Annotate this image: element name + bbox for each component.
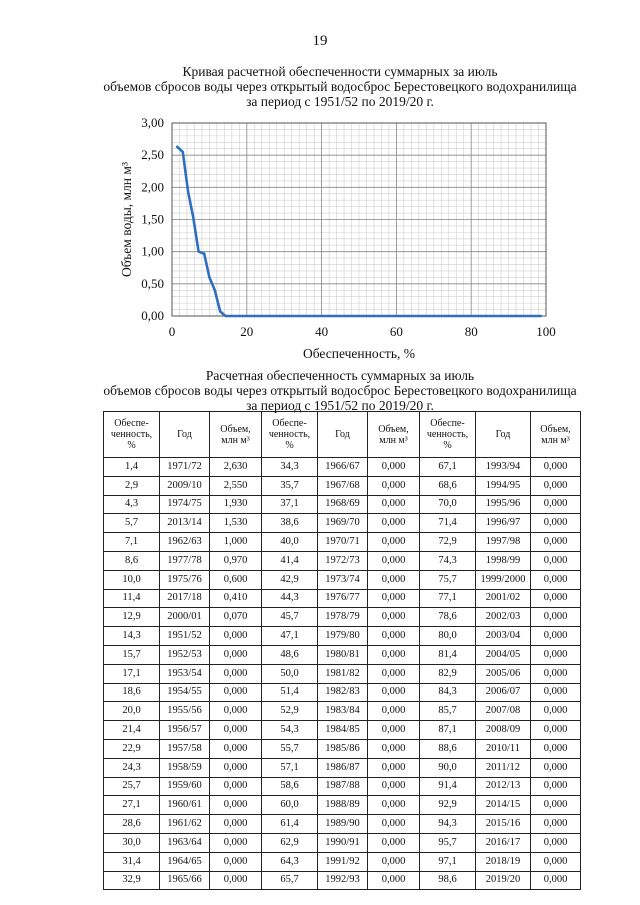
column-header xyxy=(318,412,368,458)
column-header-line: Год xyxy=(495,429,511,440)
table-cell: 1978/79 xyxy=(318,608,368,627)
column-header-line: Обеспе- xyxy=(430,418,465,429)
table-row xyxy=(104,796,581,815)
table-row xyxy=(104,664,581,683)
table-row xyxy=(104,476,581,495)
table-cell: 2016/17 xyxy=(476,833,531,852)
table-cell: 0,000 xyxy=(210,739,262,758)
table-row xyxy=(104,758,581,777)
table-cell: 1992/93 xyxy=(318,871,368,890)
table-cell: 1958/59 xyxy=(160,758,210,777)
table-cell: 45,7 xyxy=(262,608,318,627)
table-cell: 85,7 xyxy=(420,702,476,721)
table-cell: 27,1 xyxy=(104,796,160,815)
table-cell: 11,4 xyxy=(104,589,160,608)
supply-curve-chart xyxy=(110,112,570,362)
column-header-line: Обеспе- xyxy=(272,418,307,429)
table-cell: 2009/10 xyxy=(160,476,210,495)
chart-title xyxy=(60,64,620,109)
table-cell: 10,0 xyxy=(104,570,160,589)
table-cell: 2015/16 xyxy=(476,815,531,834)
table-cell: 0,000 xyxy=(368,833,420,852)
table-cell: 2019/20 xyxy=(476,871,531,890)
table-cell: 44,3 xyxy=(262,589,318,608)
table-cell: 1975/76 xyxy=(160,570,210,589)
table-row xyxy=(104,739,581,758)
table-cell: 0,000 xyxy=(531,627,581,646)
table-cell: 0,000 xyxy=(368,589,420,608)
table-cell: 1983/84 xyxy=(318,702,368,721)
column-header-line: ченность, xyxy=(426,429,469,440)
table-cell: 78,6 xyxy=(420,608,476,627)
table-cell: 47,1 xyxy=(262,627,318,646)
table-cell: 77,1 xyxy=(420,589,476,608)
table-cell: 1999/2000 xyxy=(476,570,531,589)
table-cell: 1995/96 xyxy=(476,495,531,514)
table-cell: 1969/70 xyxy=(318,514,368,533)
x-tick-label: 0 xyxy=(168,324,176,339)
table-cell: 2004/05 xyxy=(476,645,531,664)
supply-table xyxy=(103,411,581,890)
table-cell: 0,000 xyxy=(531,608,581,627)
table-cell: 2,9 xyxy=(104,476,160,495)
table-cell: 1988/89 xyxy=(318,796,368,815)
table-title-line: Расчетная обеспеченность суммарных за июль xyxy=(205,368,475,383)
table-cell: 1963/64 xyxy=(160,833,210,852)
table-cell: 35,7 xyxy=(262,476,318,495)
table-cell: 92,9 xyxy=(420,796,476,815)
table-cell: 2006/07 xyxy=(476,683,531,702)
table-row xyxy=(104,458,581,477)
table-cell: 0,000 xyxy=(531,683,581,702)
table-cell: 1,930 xyxy=(210,495,262,514)
table-cell: 1962/63 xyxy=(160,533,210,552)
table-header-row xyxy=(104,412,581,458)
table-cell: 0,000 xyxy=(368,664,420,683)
table-cell: 1974/75 xyxy=(160,495,210,514)
chart-title-line: Кривая расчетной обеспеченности суммарных за июль xyxy=(182,64,498,79)
table-cell: 0,000 xyxy=(531,551,581,570)
table-cell: 1964/65 xyxy=(160,852,210,871)
table-cell: 82,9 xyxy=(420,664,476,683)
table-cell: 0,000 xyxy=(531,833,581,852)
table-cell: 65,7 xyxy=(262,871,318,890)
column-header-line: Год xyxy=(335,429,350,440)
table-cell: 94,3 xyxy=(420,815,476,834)
table-cell: 1968/69 xyxy=(318,495,368,514)
table-cell: 0,000 xyxy=(531,514,581,533)
table-cell: 60,0 xyxy=(262,796,318,815)
x-axis-label: Обеспеченность, % xyxy=(302,346,416,361)
chart-title-line: объемов сбросов воды через открытый водосброс Берестовецкого водохранилища xyxy=(103,79,577,94)
table-cell: 91,4 xyxy=(420,777,476,796)
column-header-line: Обеспе- xyxy=(114,418,149,429)
table-cell: 81,4 xyxy=(420,645,476,664)
table-cell: 62,9 xyxy=(262,833,318,852)
y-tick-label: 2,50 xyxy=(141,147,164,163)
table-cell: 1965/66 xyxy=(160,871,210,890)
table-cell: 2010/11 xyxy=(476,739,531,758)
table-cell: 0,000 xyxy=(368,458,420,477)
column-header xyxy=(368,412,420,458)
table-cell: 0,000 xyxy=(531,702,581,721)
table-cell: 1972/73 xyxy=(318,551,368,570)
chart-title-line: за период с 1951/52 по 2019/20 г. xyxy=(246,94,434,109)
column-header-line: Объем, xyxy=(220,423,251,435)
table-cell: 57,1 xyxy=(262,758,318,777)
column-header xyxy=(531,412,581,458)
table-cell: 48,6 xyxy=(262,645,318,664)
table-cell: 1961/62 xyxy=(160,815,210,834)
x-tick-label: 20 xyxy=(240,324,254,339)
table-cell: 0,000 xyxy=(368,495,420,514)
column-header-line: Объем, xyxy=(540,423,571,435)
table-cell: 0,000 xyxy=(531,476,581,495)
table-cell: 2011/12 xyxy=(476,758,531,777)
table-cell: 51,4 xyxy=(262,683,318,702)
table-row xyxy=(104,645,581,664)
table-cell: 0,000 xyxy=(210,833,262,852)
column-header xyxy=(160,412,210,458)
table-row xyxy=(104,721,581,740)
table-cell: 0,000 xyxy=(368,777,420,796)
table-cell: 4,3 xyxy=(104,495,160,514)
table-cell: 0,000 xyxy=(210,645,262,664)
table-row xyxy=(104,627,581,646)
table-cell: 1981/82 xyxy=(318,664,368,683)
table-cell: 0,000 xyxy=(368,796,420,815)
table-cell: 22,9 xyxy=(104,739,160,758)
table-cell: 21,4 xyxy=(104,721,160,740)
table-cell: 1952/53 xyxy=(160,645,210,664)
table-cell: 1,530 xyxy=(210,514,262,533)
table-cell: 1959/60 xyxy=(160,777,210,796)
table-cell: 67,1 xyxy=(420,458,476,477)
table-cell: 2000/01 xyxy=(160,608,210,627)
table-row xyxy=(104,589,581,608)
table-cell: 72,9 xyxy=(420,533,476,552)
table-cell: 55,7 xyxy=(262,739,318,758)
table-body xyxy=(104,458,581,890)
x-tick-label: 100 xyxy=(536,324,556,339)
table-cell: 0,000 xyxy=(368,683,420,702)
y-tick-label: 0,50 xyxy=(141,275,164,291)
table-cell: 0,000 xyxy=(210,777,262,796)
column-header-line: ченность, xyxy=(268,429,311,440)
table-cell: 24,3 xyxy=(104,758,160,777)
table-cell: 0,000 xyxy=(368,815,420,834)
table-cell: 2001/02 xyxy=(476,589,531,608)
table-cell: 80,0 xyxy=(420,627,476,646)
table-cell: 1990/91 xyxy=(318,833,368,852)
table-cell: 0,000 xyxy=(531,777,581,796)
table-cell: 1956/57 xyxy=(160,721,210,740)
table-cell: 2,550 xyxy=(210,476,262,495)
table-cell: 1987/88 xyxy=(318,777,368,796)
table-cell: 54,3 xyxy=(262,721,318,740)
table-cell: 0,000 xyxy=(368,739,420,758)
table-cell: 18,6 xyxy=(104,683,160,702)
table-row xyxy=(104,815,581,834)
x-tick-label: 40 xyxy=(315,324,329,339)
table-cell: 31,4 xyxy=(104,852,160,871)
table-cell: 52,9 xyxy=(262,702,318,721)
table-cell: 34,3 xyxy=(262,458,318,477)
column-header xyxy=(104,412,160,458)
table-cell: 1960/61 xyxy=(160,796,210,815)
table-row xyxy=(104,533,581,552)
table-cell: 2003/04 xyxy=(476,627,531,646)
table-cell: 0,000 xyxy=(368,608,420,627)
column-header-line: млн м³ xyxy=(379,434,408,446)
table-cell: 41,4 xyxy=(262,551,318,570)
table-cell: 0,000 xyxy=(368,514,420,533)
table-cell: 68,6 xyxy=(420,476,476,495)
table-cell: 1994/95 xyxy=(476,476,531,495)
column-header-line: ченность, xyxy=(110,429,153,440)
table-cell: 0,000 xyxy=(531,739,581,758)
table-cell: 1973/74 xyxy=(318,570,368,589)
table-cell: 2017/18 xyxy=(160,589,210,608)
table-cell: 0,000 xyxy=(531,533,581,552)
table-cell: 88,6 xyxy=(420,739,476,758)
table-cell: 98,6 xyxy=(420,871,476,890)
table-cell: 0,000 xyxy=(368,551,420,570)
table-cell: 0,000 xyxy=(531,852,581,871)
table-row xyxy=(104,833,581,852)
table-cell: 17,1 xyxy=(104,664,160,683)
table-cell: 0,000 xyxy=(210,702,262,721)
table-cell: 0,000 xyxy=(531,664,581,683)
table-cell: 2007/08 xyxy=(476,702,531,721)
table-cell: 0,000 xyxy=(368,852,420,871)
table-cell: 38,6 xyxy=(262,514,318,533)
table-cell: 1989/90 xyxy=(318,815,368,834)
table-cell: 0,000 xyxy=(210,664,262,683)
table-cell: 0,000 xyxy=(368,702,420,721)
table-cell: 0,000 xyxy=(210,758,262,777)
table-cell: 58,6 xyxy=(262,777,318,796)
table-cell: 32,9 xyxy=(104,871,160,890)
y-tick-label: 3,00 xyxy=(141,115,164,130)
table-cell: 87,1 xyxy=(420,721,476,740)
table-cell: 1955/56 xyxy=(160,702,210,721)
table-row xyxy=(104,852,581,871)
table-cell: 2005/06 xyxy=(476,664,531,683)
table-cell: 1951/52 xyxy=(160,627,210,646)
table-cell: 2014/15 xyxy=(476,796,531,815)
column-header xyxy=(262,412,318,458)
table-cell: 61,4 xyxy=(262,815,318,834)
column-header-line: Объем, xyxy=(378,423,409,435)
table-row xyxy=(104,777,581,796)
table-cell: 90,0 xyxy=(420,758,476,777)
table-cell: 0,000 xyxy=(368,627,420,646)
table-cell: 12,9 xyxy=(104,608,160,627)
table-cell: 1,4 xyxy=(104,458,160,477)
table-row xyxy=(104,683,581,702)
table-cell: 0,000 xyxy=(368,645,420,664)
y-tick-label: 2,00 xyxy=(141,179,164,195)
table-cell: 1997/98 xyxy=(476,533,531,552)
table-cell: 1967/68 xyxy=(318,476,368,495)
column-header-line: млн м³ xyxy=(221,434,250,446)
y-tick-label: 1,00 xyxy=(141,243,164,259)
table-cell: 0,000 xyxy=(531,458,581,477)
table-cell: 1982/83 xyxy=(318,683,368,702)
table-title-line: за период с 1951/52 по 2019/20 г. xyxy=(246,398,434,413)
table-cell: 97,1 xyxy=(420,852,476,871)
table-cell: 0,000 xyxy=(531,758,581,777)
y-tick-label: 1,50 xyxy=(141,211,164,227)
table-cell: 1953/54 xyxy=(160,664,210,683)
table-cell: 0,000 xyxy=(368,721,420,740)
table-cell: 1,000 xyxy=(210,533,262,552)
table-cell: 2,630 xyxy=(210,458,262,477)
table-title xyxy=(60,368,620,413)
table-cell: 0,000 xyxy=(368,533,420,552)
y-tick-label: 0,00 xyxy=(141,308,164,323)
table-cell: 1984/85 xyxy=(318,721,368,740)
table-cell: 0,970 xyxy=(210,551,262,570)
table-cell: 0,000 xyxy=(210,627,262,646)
table-cell: 28,6 xyxy=(104,815,160,834)
table-cell: 0,000 xyxy=(531,645,581,664)
table-cell: 0,000 xyxy=(210,683,262,702)
table-cell: 2008/09 xyxy=(476,721,531,740)
table-cell: 1970/71 xyxy=(318,533,368,552)
table-cell: 71,4 xyxy=(420,514,476,533)
table-cell: 40,0 xyxy=(262,533,318,552)
table-cell: 2012/13 xyxy=(476,777,531,796)
table-cell: 37,1 xyxy=(262,495,318,514)
table-cell: 1998/99 xyxy=(476,551,531,570)
table-cell: 70,0 xyxy=(420,495,476,514)
table-cell: 0,000 xyxy=(531,589,581,608)
table-cell: 1993/94 xyxy=(476,458,531,477)
table-cell: 0,000 xyxy=(531,871,581,890)
table-cell: 1985/86 xyxy=(318,739,368,758)
table-cell: 1957/58 xyxy=(160,739,210,758)
table-cell: 25,7 xyxy=(104,777,160,796)
table-cell: 0,000 xyxy=(210,721,262,740)
column-header-line: % xyxy=(127,440,136,451)
table-cell: 0,000 xyxy=(210,815,262,834)
table-cell: 0,000 xyxy=(531,495,581,514)
table-cell: 0,000 xyxy=(531,815,581,834)
table-cell: 30,0 xyxy=(104,833,160,852)
table-cell: 95,7 xyxy=(420,833,476,852)
table-cell: 1976/77 xyxy=(318,589,368,608)
table-row xyxy=(104,514,581,533)
table-cell: 1979/80 xyxy=(318,627,368,646)
table-cell: 75,7 xyxy=(420,570,476,589)
table-cell: 1971/72 xyxy=(160,458,210,477)
table-cell: 0,000 xyxy=(210,796,262,815)
table-cell: 84,3 xyxy=(420,683,476,702)
table-cell: 14,3 xyxy=(104,627,160,646)
table-row xyxy=(104,551,581,570)
page-number: 19 xyxy=(312,33,328,49)
y-axis-label: Объем воды, млн м³ xyxy=(119,162,134,277)
table-title-line: объемов сбросов воды через открытый водосброс Берестовецкого водохранилища xyxy=(103,383,577,398)
table-cell: 74,3 xyxy=(420,551,476,570)
table-cell: 8,6 xyxy=(104,551,160,570)
table-cell: 5,7 xyxy=(104,514,160,533)
column-header-line: % xyxy=(443,440,452,451)
table-cell: 1966/67 xyxy=(318,458,368,477)
table-row xyxy=(104,702,581,721)
table-cell: 1977/78 xyxy=(160,551,210,570)
table-cell: 7,1 xyxy=(104,533,160,552)
table-cell: 2002/03 xyxy=(476,608,531,627)
table-cell: 2018/19 xyxy=(476,852,531,871)
table-row xyxy=(104,608,581,627)
table-cell: 0,000 xyxy=(368,758,420,777)
table-cell: 0,000 xyxy=(368,570,420,589)
x-tick-label: 60 xyxy=(389,324,403,339)
table-row xyxy=(104,871,581,890)
table-cell: 0,000 xyxy=(531,570,581,589)
table-row xyxy=(104,495,581,514)
column-header xyxy=(210,412,262,458)
table-cell: 1986/87 xyxy=(318,758,368,777)
table-cell: 0,000 xyxy=(368,871,420,890)
table-cell: 0,000 xyxy=(531,796,581,815)
column-header-line: Год xyxy=(177,429,192,440)
table-cell: 20,0 xyxy=(104,702,160,721)
table-cell: 50,0 xyxy=(262,664,318,683)
table-cell: 0,000 xyxy=(368,476,420,495)
table-cell: 0,070 xyxy=(210,608,262,627)
column-header-line: % xyxy=(285,440,294,451)
table-cell: 1980/81 xyxy=(318,645,368,664)
table-cell: 0,410 xyxy=(210,589,262,608)
table-row xyxy=(104,570,581,589)
column-header xyxy=(476,412,531,458)
table-cell: 1954/55 xyxy=(160,683,210,702)
table-cell: 64,3 xyxy=(262,852,318,871)
table-cell: 42,9 xyxy=(262,570,318,589)
x-tick-label: 80 xyxy=(464,324,478,339)
table-cell: 1996/97 xyxy=(476,514,531,533)
column-header-line: млн м³ xyxy=(541,434,570,446)
column-header xyxy=(420,412,476,458)
table-cell: 0,000 xyxy=(210,852,262,871)
table-cell: 2013/14 xyxy=(160,514,210,533)
table-cell: 0,000 xyxy=(210,871,262,890)
table-cell: 0,000 xyxy=(531,721,581,740)
table-cell: 1991/92 xyxy=(318,852,368,871)
table-cell: 0,600 xyxy=(210,570,262,589)
table-cell: 15,7 xyxy=(104,645,160,664)
